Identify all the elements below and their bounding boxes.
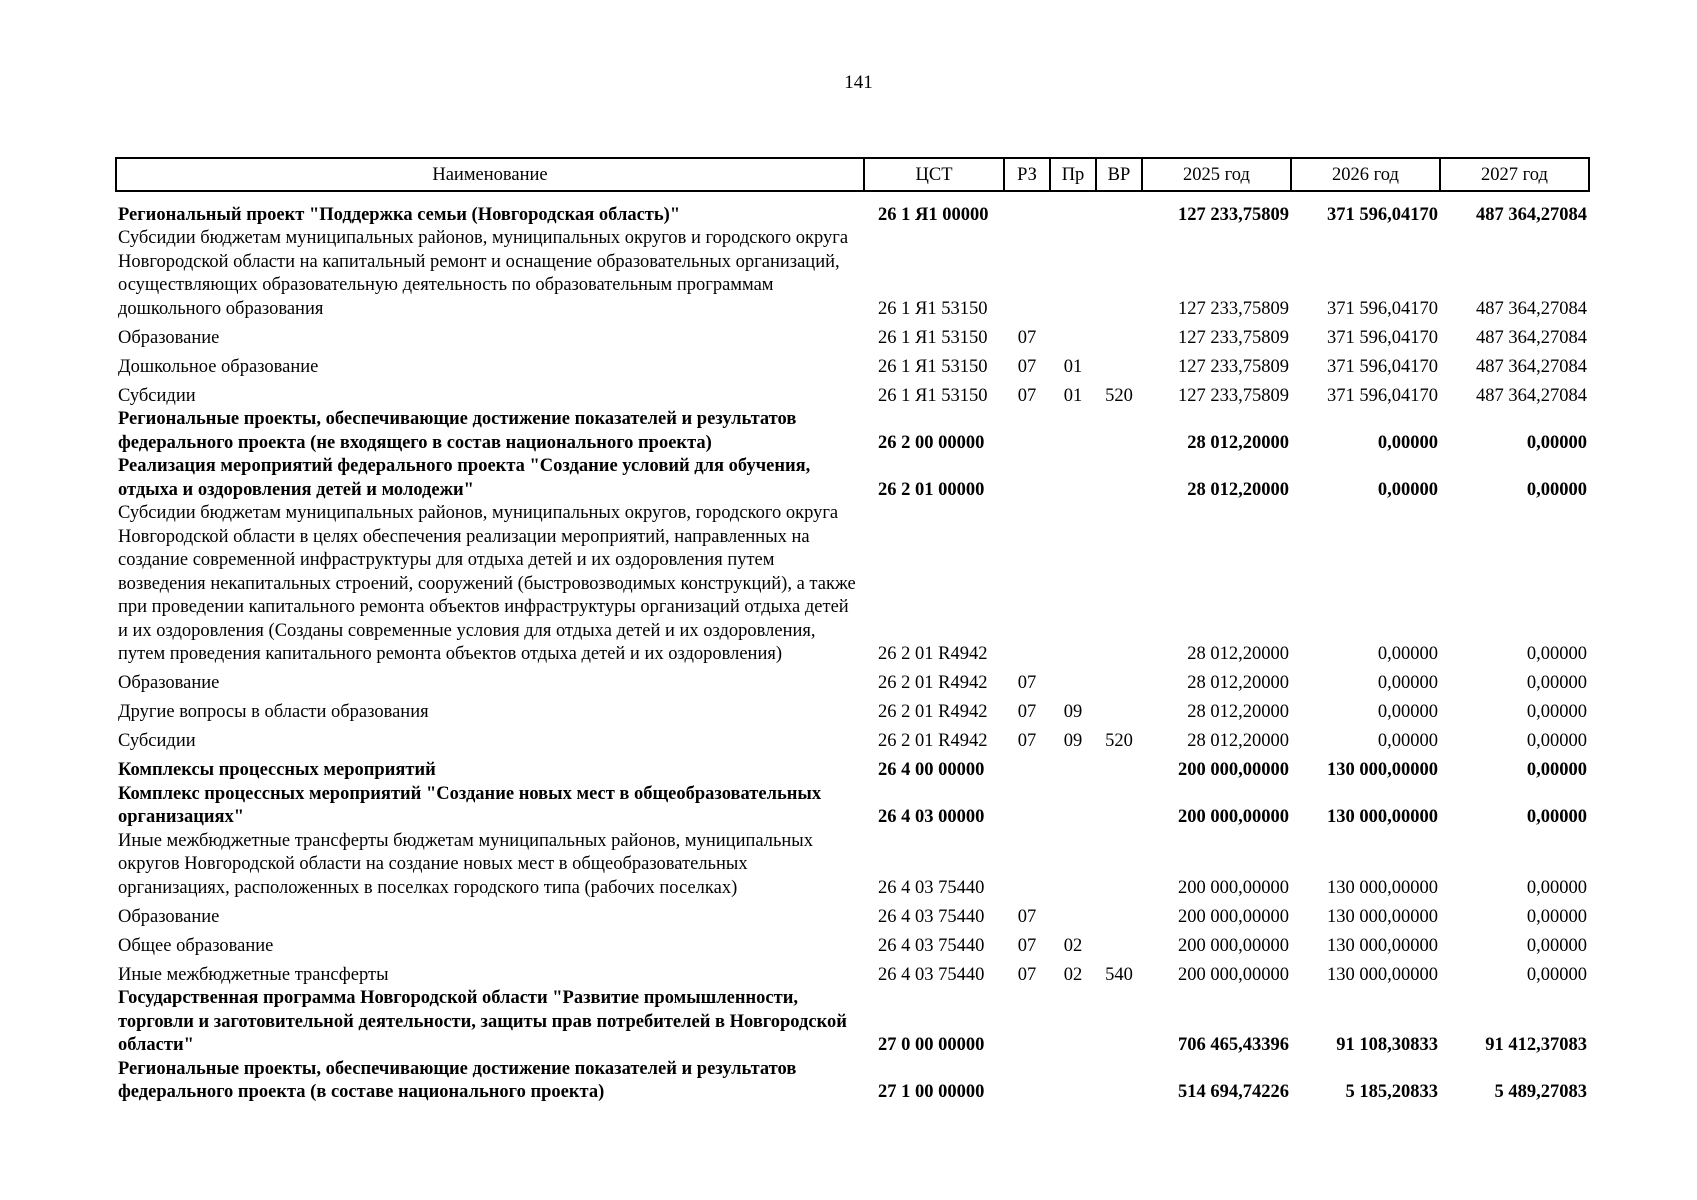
row-2027: 0,00000 (1526, 731, 1587, 751)
row-cst: 26 2 01 R4942 (878, 644, 988, 664)
row-cst: 26 1 Я1 53150 (878, 327, 988, 348)
row-name: Государственная программа Новгородской области "Развитие промышленности, торговли и заготовительной деятельности, защиты прав потребителей в Новгородской области" (118, 988, 847, 1055)
row-name: Реализация мероприятий федерального проекта "Создание условий для обучения, отдыха и оздоровления детей и молодежи" (118, 456, 811, 500)
row-cst: 26 1 Я1 53150 (878, 356, 988, 377)
row-2027: 487 364,27084 (1476, 204, 1587, 225)
row-name: Образование (118, 327, 220, 348)
row-vr (1096, 987, 1142, 1058)
budget-table (115, 157, 1590, 1105)
table-row (116, 227, 1589, 321)
row-2026: 130 000,00000 (1327, 760, 1438, 780)
row-2026: 0,00000 (1377, 731, 1438, 751)
row-2025: 28 012,20000 (1187, 479, 1289, 500)
header-cst: ЦСТ (864, 158, 1004, 191)
row-pr (1050, 987, 1096, 1058)
row-2025: 28 012,20000 (1187, 673, 1289, 693)
row-2027: 0,00000 (1526, 935, 1587, 956)
row-name: Иные межбюджетные трансферты (118, 964, 389, 985)
row-name: Дошкольное образование (118, 356, 319, 377)
row-name: Общее образование (118, 935, 274, 956)
row-cst: 26 4 03 75440 (878, 906, 985, 927)
table-row (116, 754, 1589, 783)
row-rz: 07 (1017, 327, 1037, 348)
header-name: Наименование (116, 158, 864, 191)
row-2025: 28 012,20000 (1187, 432, 1289, 453)
table-row (116, 191, 1589, 227)
row-2026: 371 596,04170 (1327, 204, 1438, 225)
row-name: Комплексы процессных мероприятий (118, 760, 436, 780)
row-rz: 07 (1017, 935, 1037, 956)
row-2025: 200 000,00000 (1178, 906, 1289, 927)
row-vr (1096, 696, 1142, 725)
row-pr (1050, 754, 1096, 783)
header-2027: 2027 год (1440, 158, 1589, 191)
table-row (116, 900, 1589, 929)
table-row (116, 502, 1589, 667)
row-rz: 07 (1017, 702, 1037, 722)
row-name: Региональный проект "Поддержка семьи (Новгородская область)" (118, 204, 681, 225)
row-2027: 0,00000 (1526, 479, 1587, 500)
row-vr (1096, 667, 1142, 696)
row-2026: 0,00000 (1377, 479, 1438, 500)
table-row (116, 1058, 1589, 1105)
row-2027: 0,00000 (1526, 644, 1587, 664)
row-2026: 0,00000 (1377, 644, 1438, 664)
row-cst: 26 2 01 R4942 (878, 673, 988, 693)
row-cst: 26 2 01 R4942 (878, 702, 988, 722)
row-2027: 487 364,27084 (1476, 356, 1587, 377)
row-2027: 0,00000 (1526, 964, 1587, 985)
row-vr (1096, 830, 1142, 901)
row-cst: 26 4 03 75440 (878, 964, 985, 985)
row-pr: 02 (1063, 964, 1083, 985)
row-2027: 0,00000 (1526, 673, 1587, 693)
row-2027: 0,00000 (1526, 807, 1587, 827)
row-rz: 07 (1017, 356, 1037, 377)
row-rz: 07 (1017, 385, 1037, 406)
row-2026: 130 000,00000 (1327, 935, 1438, 956)
row-rz: 07 (1017, 673, 1037, 693)
row-2027: 487 364,27084 (1476, 385, 1587, 406)
row-cst: 27 0 00 00000 (878, 1035, 985, 1055)
row-vr: 540 (1105, 964, 1133, 985)
table-row (116, 958, 1589, 987)
row-2027: 487 364,27084 (1476, 298, 1587, 319)
row-2025: 200 000,00000 (1178, 807, 1289, 827)
row-2027: 0,00000 (1526, 906, 1587, 927)
page-number: 141 (844, 72, 873, 93)
row-vr (1096, 227, 1142, 321)
table-body (116, 191, 1589, 1105)
row-2026: 0,00000 (1377, 673, 1438, 693)
row-2026: 371 596,04170 (1327, 327, 1438, 348)
row-2026: 0,00000 (1377, 432, 1438, 453)
row-cst: 26 2 01 R4942 (878, 731, 988, 751)
row-cst: 26 2 00 00000 (878, 432, 985, 453)
row-pr (1050, 667, 1096, 696)
header-2025: 2025 год (1142, 158, 1291, 191)
row-cst: 26 4 03 75440 (878, 877, 985, 898)
row-name: Региональные проекты, обеспечивающие достижение показателей и результатов федерального проекта (не входящего в состав национального проекта) (118, 409, 797, 453)
row-2025: 200 000,00000 (1178, 760, 1289, 780)
row-pr (1050, 321, 1096, 350)
row-2025: 200 000,00000 (1178, 877, 1289, 898)
row-2025: 127 233,75809 (1178, 327, 1289, 348)
row-cst: 26 2 01 00000 (878, 479, 985, 500)
row-vr (1096, 455, 1142, 502)
row-2025: 200 000,00000 (1178, 935, 1289, 956)
row-2025: 514 694,74226 (1178, 1082, 1289, 1102)
row-rz (1004, 830, 1050, 901)
row-name: Субсидии бюджетам муниципальных районов, муниципальных округов и городского округа Новгородской области на капитальный ремонт и оснащение образовательных организаций, осуществляющих образовательную деятельность по образовательным программам дошкольного образования (118, 228, 849, 319)
row-2025: 127 233,75809 (1178, 204, 1289, 225)
row-name: Региональные проекты, обеспечивающие достижение показателей и результатов федерального проекта (в составе национального проекта) (118, 1058, 797, 1102)
row-2026: 130 000,00000 (1327, 964, 1438, 985)
row-pr: 09 (1063, 702, 1083, 722)
row-rz (1004, 754, 1050, 783)
table-row (116, 667, 1589, 696)
row-name: Иные межбюджетные трансферты бюджетам муниципальных районов, муниципальных округов Новгородской области на создание новых мест в общеобразовательных организациях, расположенных в поселках городского типа (рабочих поселках) (118, 830, 813, 898)
row-rz (1004, 455, 1050, 502)
row-cst: 27 1 00 00000 (878, 1082, 985, 1102)
row-vr: 520 (1105, 385, 1133, 406)
row-vr (1096, 350, 1142, 379)
row-vr (1096, 408, 1142, 455)
row-pr (1050, 455, 1096, 502)
row-2025: 28 012,20000 (1187, 644, 1289, 664)
row-2026: 130 000,00000 (1327, 906, 1438, 927)
row-pr (1050, 502, 1096, 667)
row-rz (1004, 1058, 1050, 1105)
row-2026: 5 185,20833 (1345, 1082, 1438, 1102)
row-cst: 26 4 03 00000 (878, 807, 985, 827)
header-vr: ВР (1096, 158, 1142, 191)
row-2025: 200 000,00000 (1178, 964, 1289, 985)
table-row (116, 783, 1589, 830)
table-header (116, 158, 1589, 191)
row-2025: 127 233,75809 (1178, 385, 1289, 406)
row-2025: 706 465,43396 (1178, 1035, 1289, 1055)
row-2027: 0,00000 (1526, 760, 1587, 780)
table-row (116, 455, 1589, 502)
row-rz: 07 (1017, 731, 1037, 751)
row-2025: 127 233,75809 (1178, 298, 1289, 319)
table-row (116, 830, 1589, 901)
header-row (116, 158, 1589, 191)
row-cst: 26 1 Я1 00000 (878, 204, 989, 225)
row-vr (1096, 783, 1142, 830)
row-2027: 0,00000 (1526, 877, 1587, 898)
table-row (116, 696, 1589, 725)
row-pr (1050, 830, 1096, 901)
row-2027: 0,00000 (1526, 702, 1587, 722)
row-rz (1004, 408, 1050, 455)
row-pr (1050, 227, 1096, 321)
header-2026: 2026 год (1291, 158, 1440, 191)
row-pr (1050, 900, 1096, 929)
table-row (116, 929, 1589, 958)
row-pr (1050, 191, 1096, 227)
row-pr: 01 (1063, 385, 1083, 406)
row-rz: 07 (1017, 906, 1037, 927)
row-2026: 371 596,04170 (1327, 385, 1438, 406)
row-2025: 127 233,75809 (1178, 356, 1289, 377)
header-pr: Пр (1050, 158, 1096, 191)
row-2026: 91 108,30833 (1336, 1035, 1438, 1055)
row-vr (1096, 502, 1142, 667)
row-cst: 26 1 Я1 53150 (878, 385, 988, 406)
row-vr: 520 (1105, 731, 1133, 751)
row-pr: 02 (1063, 935, 1083, 956)
row-vr (1096, 1058, 1142, 1105)
row-2026: 0,00000 (1377, 702, 1438, 722)
table-row (116, 350, 1589, 379)
row-cst: 26 4 00 00000 (878, 760, 985, 780)
row-rz (1004, 987, 1050, 1058)
row-rz (1004, 227, 1050, 321)
row-vr (1096, 321, 1142, 350)
table-row (116, 321, 1589, 350)
row-2026: 371 596,04170 (1327, 298, 1438, 319)
row-2027: 91 412,37083 (1485, 1035, 1587, 1055)
row-vr (1096, 754, 1142, 783)
row-pr (1050, 783, 1096, 830)
row-2026: 130 000,00000 (1327, 807, 1438, 827)
row-2025: 28 012,20000 (1187, 731, 1289, 751)
row-pr (1050, 408, 1096, 455)
row-cst: 26 4 03 75440 (878, 935, 985, 956)
row-2025: 28 012,20000 (1187, 702, 1289, 722)
row-2026: 371 596,04170 (1327, 356, 1438, 377)
row-cst: 26 1 Я1 53150 (878, 298, 988, 319)
table-row (116, 987, 1589, 1058)
row-vr (1096, 900, 1142, 929)
row-name: Комплекс процессных мероприятий "Создание новых мест в общеобразовательных организациях" (118, 783, 822, 827)
row-vr (1096, 191, 1142, 227)
row-name: Другие вопросы в области образования (118, 702, 429, 722)
row-2027: 5 489,27083 (1494, 1082, 1587, 1102)
row-2027: 0,00000 (1526, 432, 1587, 453)
row-rz (1004, 783, 1050, 830)
row-name: Образование (118, 673, 220, 693)
row-pr: 09 (1063, 731, 1083, 751)
row-vr (1096, 929, 1142, 958)
table-row (116, 379, 1589, 408)
row-rz (1004, 502, 1050, 667)
row-name: Субсидии (118, 731, 196, 751)
row-2026: 130 000,00000 (1327, 877, 1438, 898)
row-name: Субсидии (118, 385, 196, 406)
row-pr (1050, 1058, 1096, 1105)
table-row (116, 408, 1589, 455)
table-row (116, 725, 1589, 754)
row-rz (1004, 191, 1050, 227)
row-pr: 01 (1063, 356, 1083, 377)
row-2027: 487 364,27084 (1476, 327, 1587, 348)
row-rz: 07 (1017, 964, 1037, 985)
header-rz: РЗ (1004, 158, 1050, 191)
row-name: Образование (118, 906, 220, 927)
row-name: Субсидии бюджетам муниципальных районов, муниципальных округов, городского округа Новгородской области в целях обеспечения реализации мероприятий, направленных на создание современной инфраструктуры для отдыха детей и их оздоровления путем возведения некапитальных строений, сооружений (быстровозводимых конструкций), а также при проведении капитального ремонта объектов инфраструктуры организаций отдыха детей и их оздоровления (Созданы современные условия для отдыха детей и их оздоровления, путем проведения капитального ремонта объектов отдыха детей и их оздоровления) (118, 503, 856, 664)
